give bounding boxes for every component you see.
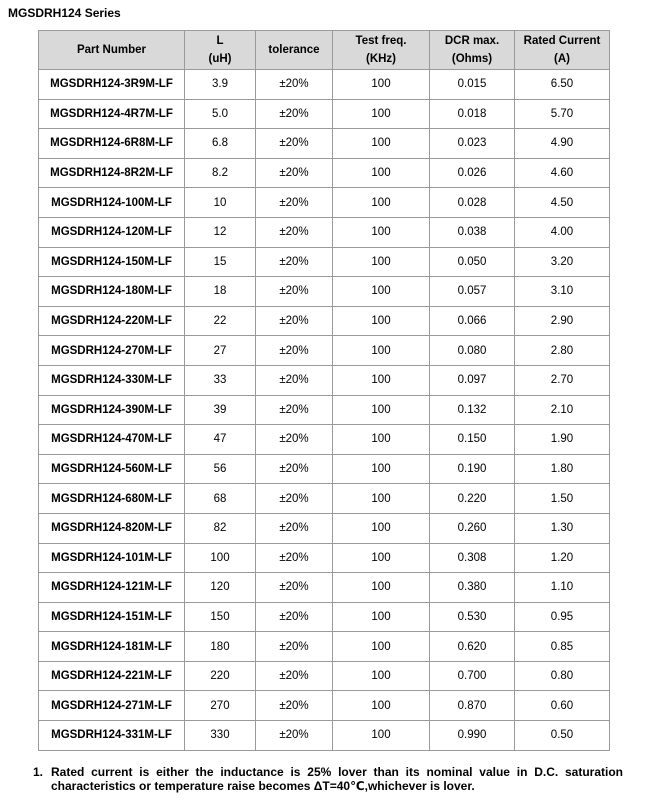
table-row [39,513,610,543]
rated-current-cell: 3.10 [515,277,610,307]
header-dcr-max [430,31,515,70]
header-dcr-max-label: DCR max. [444,35,500,47]
dcr-max-cell: 0.038 [430,217,515,247]
dcr-max-cell: 0.097 [430,365,515,395]
tolerance-cell: ±20% [256,336,333,366]
header-rated-current [515,31,610,70]
test-freq-cell: 100 [333,158,430,188]
rated-current-cell: 0.80 [515,661,610,691]
inductance-cell: 68 [185,484,256,514]
part-number-cell: MGSDRH124-100M-LF [39,188,185,218]
inductance-cell: 6.8 [185,129,256,159]
rated-current-cell: 0.95 [515,602,610,632]
test-freq-cell: 100 [333,543,430,573]
tolerance-cell: ±20% [256,454,333,484]
table-header [39,31,610,70]
header-row [39,31,610,70]
rated-current-cell: 2.10 [515,395,610,425]
header-part-number-label: Part Number [76,44,147,56]
test-freq-cell: 100 [333,129,430,159]
part-number-cell: MGSDRH124-151M-LF [39,602,185,632]
part-number-cell: MGSDRH124-470M-LF [39,425,185,455]
dcr-max-cell: 0.050 [430,247,515,277]
rated-current-cell: 1.80 [515,454,610,484]
dcr-max-cell: 0.190 [430,454,515,484]
test-freq-cell: 100 [333,425,430,455]
part-number-cell: MGSDRH124-120M-LF [39,217,185,247]
dcr-max-cell: 0.028 [430,188,515,218]
inductance-cell: 33 [185,365,256,395]
inductance-cell: 5.0 [185,99,256,129]
header-tolerance [256,31,333,70]
rated-current-cell: 5.70 [515,99,610,129]
tolerance-cell: ±20% [256,188,333,218]
table-row [39,336,610,366]
part-number-cell: MGSDRH124-820M-LF [39,513,185,543]
rated-current-cell: 4.60 [515,158,610,188]
rated-current-cell: 4.00 [515,217,610,247]
tolerance-cell: ±20% [256,602,333,632]
tolerance-cell: ±20% [256,247,333,277]
table-row [39,395,610,425]
table-row [39,484,610,514]
dcr-max-cell: 0.990 [430,721,515,751]
footnote-number: 1. [33,765,44,779]
dcr-max-cell: 0.057 [430,277,515,307]
test-freq-cell: 100 [333,277,430,307]
inductance-cell: 18 [185,277,256,307]
dcr-max-cell: 0.620 [430,632,515,662]
table-row [39,543,610,573]
header-inductance [185,31,256,70]
tolerance-cell: ±20% [256,484,333,514]
dcr-max-cell: 0.220 [430,484,515,514]
part-number-cell: MGSDRH124-330M-LF [39,365,185,395]
header-part-number [39,31,185,70]
tolerance-cell: ±20% [256,158,333,188]
dcr-max-cell: 0.870 [430,691,515,721]
rated-current-cell: 2.90 [515,306,610,336]
test-freq-cell: 100 [333,484,430,514]
part-number-cell: MGSDRH124-390M-LF [39,395,185,425]
header-rated-current-label: Rated Current [523,35,601,47]
test-freq-cell: 100 [333,573,430,603]
part-number-cell: MGSDRH124-4R7M-LF [39,99,185,129]
inductance-cell: 39 [185,395,256,425]
header-inductance-unit: (uH) [208,53,232,65]
rated-current-cell: 3.20 [515,247,610,277]
tolerance-cell: ±20% [256,661,333,691]
rated-current-cell: 4.90 [515,129,610,159]
inductance-cell: 27 [185,336,256,366]
inductance-cell: 150 [185,602,256,632]
part-number-cell: MGSDRH124-180M-LF [39,277,185,307]
dcr-max-cell: 0.080 [430,336,515,366]
test-freq-cell: 100 [333,70,430,100]
rated-current-cell: 0.85 [515,632,610,662]
part-number-cell: MGSDRH124-220M-LF [39,306,185,336]
table-row [39,425,610,455]
tolerance-cell: ±20% [256,513,333,543]
header-dcr-max-unit: (Ohms) [451,53,493,65]
inductance-cell: 10 [185,188,256,218]
part-number-cell: MGSDRH124-3R9M-LF [39,70,185,100]
inductance-cell: 100 [185,543,256,573]
inductance-cell: 12 [185,217,256,247]
tolerance-cell: ±20% [256,99,333,129]
series-title: MGSDRH124 Series [8,6,121,20]
tolerance-cell: ±20% [256,70,333,100]
test-freq-cell: 100 [333,336,430,366]
part-number-cell: MGSDRH124-101M-LF [39,543,185,573]
inductance-cell: 47 [185,425,256,455]
test-freq-cell: 100 [333,721,430,751]
dcr-max-cell: 0.026 [430,158,515,188]
header-tolerance-label: tolerance [268,44,320,56]
tolerance-cell: ±20% [256,425,333,455]
dcr-max-cell: 0.018 [430,99,515,129]
dcr-max-cell: 0.150 [430,425,515,455]
inductance-cell: 180 [185,632,256,662]
test-freq-cell: 100 [333,99,430,129]
tolerance-cell: ±20% [256,365,333,395]
dcr-max-cell: 0.132 [430,395,515,425]
table-row [39,691,610,721]
table-row [39,277,610,307]
test-freq-cell: 100 [333,188,430,218]
part-number-cell: MGSDRH124-6R8M-LF [39,129,185,159]
table-row [39,188,610,218]
part-number-cell: MGSDRH124-331M-LF [39,721,185,751]
inductance-cell: 120 [185,573,256,603]
rated-current-cell: 1.90 [515,425,610,455]
rated-current-cell: 4.50 [515,188,610,218]
header-rated-current-unit: (A) [554,53,570,65]
dcr-max-cell: 0.023 [430,129,515,159]
inductance-cell: 270 [185,691,256,721]
table-row [39,247,610,277]
spec-table [38,30,610,751]
part-number-cell: MGSDRH124-221M-LF [39,661,185,691]
test-freq-cell: 100 [333,691,430,721]
tolerance-cell: ±20% [256,632,333,662]
tolerance-cell: ±20% [256,573,333,603]
test-freq-cell: 100 [333,513,430,543]
header-test-freq [333,31,430,70]
part-number-cell: MGSDRH124-8R2M-LF [39,158,185,188]
rated-current-cell: 6.50 [515,70,610,100]
table-row [39,365,610,395]
rated-current-cell: 0.60 [515,691,610,721]
test-freq-cell: 100 [333,661,430,691]
rated-current-cell: 2.80 [515,336,610,366]
table-row [39,573,610,603]
rated-current-cell: 2.70 [515,365,610,395]
inductance-cell: 22 [185,306,256,336]
tolerance-cell: ±20% [256,277,333,307]
dcr-max-cell: 0.700 [430,661,515,691]
test-freq-cell: 100 [333,306,430,336]
table-row [39,217,610,247]
tolerance-cell: ±20% [256,543,333,573]
part-number-cell: MGSDRH124-271M-LF [39,691,185,721]
footnote-text: Rated current is either the inductance is 25% lover than its nominal value in D.C. saturation characteristics or temperature raise becomes ΔT=40℃,whichever is lover. [51,765,623,793]
table-row [39,70,610,100]
inductance-cell: 330 [185,721,256,751]
dcr-max-cell: 0.066 [430,306,515,336]
rated-current-cell: 1.10 [515,573,610,603]
dcr-max-cell: 0.260 [430,513,515,543]
part-number-cell: MGSDRH124-121M-LF [39,573,185,603]
part-number-cell: MGSDRH124-680M-LF [39,484,185,514]
table-row [39,158,610,188]
inductance-cell: 8.2 [185,158,256,188]
rated-current-cell: 0.50 [515,721,610,751]
tolerance-cell: ±20% [256,691,333,721]
inductance-cell: 220 [185,661,256,691]
dcr-max-cell: 0.530 [430,602,515,632]
test-freq-cell: 100 [333,454,430,484]
test-freq-cell: 100 [333,365,430,395]
header-test-freq-label: Test freq. [355,35,407,47]
table-row [39,602,610,632]
table-row [39,632,610,662]
part-number-cell: MGSDRH124-150M-LF [39,247,185,277]
header-inductance-label: L [216,35,224,47]
table-row [39,99,610,129]
rated-current-cell: 1.30 [515,513,610,543]
table-row [39,454,610,484]
dcr-max-cell: 0.015 [430,70,515,100]
test-freq-cell: 100 [333,247,430,277]
part-number-cell: MGSDRH124-181M-LF [39,632,185,662]
tolerance-cell: ±20% [256,129,333,159]
dcr-max-cell: 0.308 [430,543,515,573]
test-freq-cell: 100 [333,632,430,662]
part-number-cell: MGSDRH124-270M-LF [39,336,185,366]
test-freq-cell: 100 [333,602,430,632]
part-number-cell: MGSDRH124-560M-LF [39,454,185,484]
table-body [39,70,610,751]
dcr-max-cell: 0.380 [430,573,515,603]
header-test-freq-unit: (KHz) [365,53,397,65]
footnote [33,765,623,793]
test-freq-cell: 100 [333,395,430,425]
inductance-cell: 82 [185,513,256,543]
inductance-cell: 3.9 [185,70,256,100]
tolerance-cell: ±20% [256,395,333,425]
test-freq-cell: 100 [333,217,430,247]
table-row [39,129,610,159]
table-row [39,721,610,751]
table-row [39,306,610,336]
tolerance-cell: ±20% [256,306,333,336]
tolerance-cell: ±20% [256,217,333,247]
rated-current-cell: 1.50 [515,484,610,514]
rated-current-cell: 1.20 [515,543,610,573]
inductance-cell: 56 [185,454,256,484]
tolerance-cell: ±20% [256,721,333,751]
inductance-cell: 15 [185,247,256,277]
table-row [39,661,610,691]
